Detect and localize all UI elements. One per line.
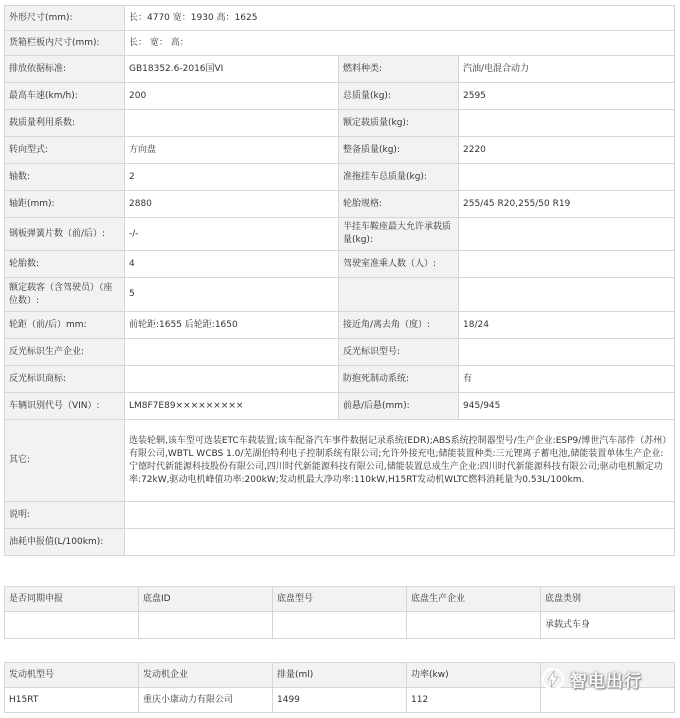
spec-value — [459, 218, 675, 251]
spec-value — [125, 502, 675, 529]
spec-value — [125, 110, 339, 137]
chassis-value-cell — [407, 612, 541, 639]
spec-label: 车辆识别代号（VIN）: — [5, 393, 125, 420]
spec-value — [459, 164, 675, 191]
spec-label: 接近角/离去角（度）: — [339, 312, 459, 339]
chassis-header-cell: 底盘生产企业 — [407, 587, 541, 612]
spec-row — [5, 191, 675, 218]
spec-value: 方向盘 — [125, 137, 339, 164]
spec-row — [5, 218, 675, 251]
spec-row — [5, 339, 675, 366]
spec-label: 轮胎规格: — [339, 191, 459, 218]
watermark — [542, 664, 672, 694]
chassis-value-row — [5, 612, 675, 639]
spec-value: 2595 — [459, 83, 675, 110]
spec-value: 4 — [125, 251, 339, 278]
spec-label: 准拖挂车总质量(kg): — [339, 164, 459, 191]
spec-label: 额定载质量(kg): — [339, 110, 459, 137]
engine-header-cell: 功率(kw) — [407, 663, 541, 688]
spec-value — [125, 529, 675, 556]
chassis-table — [4, 586, 675, 639]
chassis-value-cell — [273, 612, 407, 639]
spec-value: 长： 宽： 高： — [125, 31, 675, 56]
spec-label: 反光标识型号: — [339, 339, 459, 366]
spec-row — [5, 251, 675, 278]
spec-value: 2 — [125, 164, 339, 191]
spec-value: 2880 — [125, 191, 339, 218]
spec-value — [459, 251, 675, 278]
engine-header-cell: 发动机型号 — [5, 663, 139, 688]
chassis-value-cell — [139, 612, 273, 639]
spec-label: 外形尺寸(mm): — [5, 6, 125, 31]
spec-label: 反光标识生产企业: — [5, 339, 125, 366]
chassis-header-cell: 是否同期申报 — [5, 587, 139, 612]
spec-value: 18/24 — [459, 312, 675, 339]
vehicle-spec-table — [4, 5, 675, 556]
engine-header-cell: 发动机企业 — [139, 663, 273, 688]
chassis-value-cell: 承载式车身 — [541, 612, 675, 639]
spec-label: 钢板弹簧片数（前/后）: — [5, 218, 125, 251]
engine-value-cell: 112 — [407, 688, 541, 713]
spec-label: 转向型式: — [5, 137, 125, 164]
spec-label: 轮距（前/后）mm: — [5, 312, 125, 339]
spec-label: 轴数: — [5, 164, 125, 191]
spec-label: 载质量利用系数: — [5, 110, 125, 137]
chassis-header-cell: 底盘类别 — [541, 587, 675, 612]
spec-label: 燃料种类: — [339, 56, 459, 83]
engine-value-cell: 1499 — [273, 688, 407, 713]
spec-value: -/- — [125, 218, 339, 251]
spec-label: 最高车速(km/h): — [5, 83, 125, 110]
spec-value: 有 — [459, 366, 675, 393]
spec-row — [5, 164, 675, 191]
spec-label: 防抱死制动系统: — [339, 366, 459, 393]
spec-value: 汽油/电混合动力 — [459, 56, 675, 83]
spec-label: 额定载客（含驾驶员）（座位数）: — [5, 278, 125, 312]
spec-row — [5, 110, 675, 137]
spec-row — [5, 6, 675, 31]
spec-label: 货箱栏板内尺寸(mm): — [5, 31, 125, 56]
spec-value: 前轮距:1655 后轮距:1650 — [125, 312, 339, 339]
spec-value: 长：4770 宽：1930 高：1625 — [125, 6, 675, 31]
spec-label: 说明: — [5, 502, 125, 529]
spec-label: 轮胎数: — [5, 251, 125, 278]
spec-value: 200 — [125, 83, 339, 110]
spec-row — [5, 420, 675, 502]
spec-row — [5, 278, 675, 312]
spec-row — [5, 366, 675, 393]
spec-label: 驾驶室准乘人数（人）: — [339, 251, 459, 278]
chassis-header-cell: 底盘ID — [139, 587, 273, 612]
spec-value: 2220 — [459, 137, 675, 164]
spec-row — [5, 31, 675, 56]
spec-value: 255/45 R20,255/50 R19 — [459, 191, 675, 218]
spec-row — [5, 529, 675, 556]
spec-label: 反光标识商标: — [5, 366, 125, 393]
spec-row — [5, 393, 675, 420]
engine-value-cell: H15RT — [5, 688, 139, 713]
chassis-header-cell: 底盘型号 — [273, 587, 407, 612]
engine-header-cell: 排量(ml) — [273, 663, 407, 688]
spec-label: 前悬/后悬(mm): — [339, 393, 459, 420]
spec-label: 其它: — [5, 420, 125, 502]
spec-value: 945/945 — [459, 393, 675, 420]
spec-row — [5, 56, 675, 83]
spec-row — [5, 83, 675, 110]
engine-value-cell: 重庆小康动力有限公司 — [139, 688, 273, 713]
spec-label: 排放依据标准: — [5, 56, 125, 83]
spec-value — [125, 339, 339, 366]
spec-label: 总质量(kg): — [339, 83, 459, 110]
spec-row — [5, 137, 675, 164]
spec-value — [459, 110, 675, 137]
spec-value: GB18352.6-2016国VI — [125, 56, 339, 83]
spec-label: 整备质量(kg): — [339, 137, 459, 164]
spec-label: 油耗申报值(L/100km): — [5, 529, 125, 556]
watermark-text: 智电出行 — [570, 671, 642, 692]
lightning-logo-icon — [542, 668, 564, 690]
spec-label: 轴距(mm): — [5, 191, 125, 218]
spec-row — [5, 312, 675, 339]
spec-value — [125, 366, 339, 393]
chassis-value-cell — [5, 612, 139, 639]
chassis-header-row — [5, 587, 675, 612]
spec-label — [339, 278, 459, 312]
spec-value: LM8F7E89××××××××× — [125, 393, 339, 420]
spec-row — [5, 502, 675, 529]
spec-value: 选装轮辋,该车型可选装ETC车载装置;该车配备汽车事件数据记录系统(EDR);ABS系统控制器型号/生产企业:ESP9/博世汽车部件（苏州）有限公司,WBTL WCBS 1.0/芜湖伯特利电子控制系统有限公司;允许外接充电;储能装置种类:三元锂离子蓄电池,储能装置单体生产企业:宁德时代新能源科技股份有限公司,四川时代新能源科技有限公司,储能装置总成生产企业:四川时代新能源科技有限公司;驱动电机额定功率:72kW,驱动电机峰值功率:200kW;发动机最大净功率:110kW,H15RT发动机WLTC燃料消耗量为0.53L/100km. — [125, 420, 675, 502]
spec-value: 5 — [125, 278, 339, 312]
spec-value — [459, 339, 675, 366]
spec-label: 半挂车鞍座最大允许承载质量(kg): — [339, 218, 459, 251]
spec-value — [459, 278, 675, 312]
